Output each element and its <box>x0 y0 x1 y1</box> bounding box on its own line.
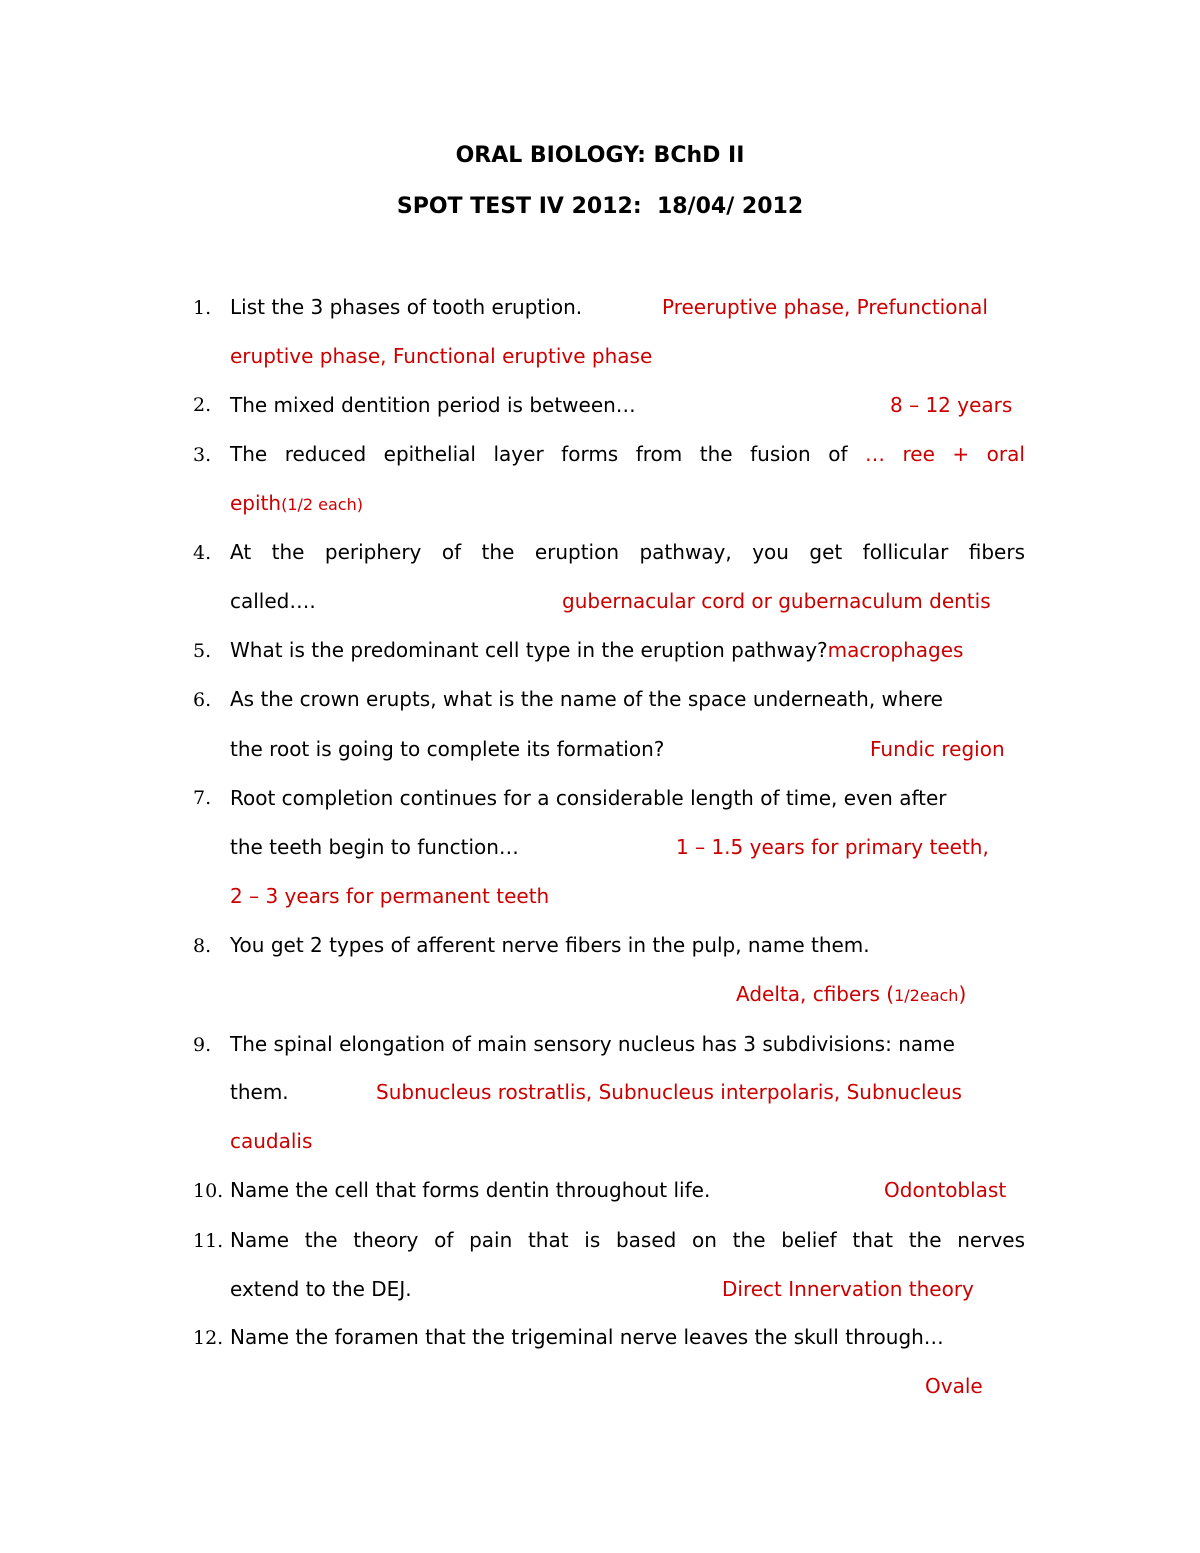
question-word: reduced <box>284 442 367 466</box>
question-word: the <box>271 540 305 564</box>
question-number: 2. <box>193 394 212 416</box>
answer-text: 8 – 12 years <box>890 393 1013 417</box>
question-word: follicular <box>862 540 949 564</box>
question-word: get <box>809 540 843 564</box>
question-word: eruption <box>534 540 620 564</box>
question-word: you <box>752 540 789 564</box>
question-text: them. <box>230 1080 289 1104</box>
question-word: belief <box>781 1228 837 1252</box>
question-word: that <box>852 1228 893 1252</box>
question-text: As the crown erupts, what is the name of the space underneath, where <box>230 687 943 711</box>
question-number: 12. <box>193 1327 224 1349</box>
question-number: 7. <box>193 787 212 809</box>
question-word: the <box>481 540 515 564</box>
question-word: pathway, <box>639 540 732 564</box>
question-text: Name the foramen that the trigeminal nerve leaves the skull through… <box>230 1325 944 1349</box>
question-number: 3. <box>193 444 212 466</box>
answer-word: ree <box>902 442 935 466</box>
answer-note: 1/2each <box>894 986 959 1005</box>
question-text: List the 3 phases of tooth eruption. <box>230 295 583 319</box>
question-word: based <box>615 1228 677 1252</box>
question-3-line-1 <box>230 439 1025 469</box>
answer-close: ) <box>958 982 967 1006</box>
answer-text: caudalis <box>230 1129 313 1153</box>
question-5-line-1 <box>230 635 1025 665</box>
question-text: What is the predominant cell type in the eruption pathway? <box>230 638 828 662</box>
question-word: the <box>699 442 733 466</box>
question-text: The spinal elongation of main sensory nucleus has 3 subdivisions: name <box>230 1032 955 1056</box>
question-word: The <box>230 442 268 466</box>
answer-text: Subnucleus rostratlis, Subnucleus interpolaris, Subnucleus <box>376 1080 962 1104</box>
question-number: 4. <box>193 542 212 564</box>
answer-text: eruptive phase, Functional eruptive phase <box>230 344 653 368</box>
question-word: Name <box>230 1228 290 1252</box>
question-11-line-1 <box>230 1225 1025 1255</box>
question-word: nerves <box>957 1228 1025 1252</box>
question-number: 8. <box>193 935 212 957</box>
question-number: 10. <box>193 1180 224 1202</box>
answer-word: oral <box>986 442 1025 466</box>
question-number: 9. <box>193 1034 212 1056</box>
answer-word: … <box>865 442 885 466</box>
question-word: pain <box>469 1228 513 1252</box>
question-word: forms <box>561 442 619 466</box>
answer-text: Fundic region <box>870 737 1005 761</box>
answer-text: Preeruptive phase, Prefunctional <box>662 295 988 319</box>
question-word: of <box>828 442 848 466</box>
answer-text: Direct Innervation theory <box>722 1277 974 1301</box>
question-number: 5. <box>193 640 212 662</box>
question-word: is <box>584 1228 601 1252</box>
question-text: the root is going to complete its formation? <box>230 737 665 761</box>
question-number: 11. <box>193 1230 224 1252</box>
answer-word: + <box>952 442 970 466</box>
answer-text: epith <box>230 491 282 515</box>
answer-text: Odontoblast <box>884 1178 1007 1202</box>
question-8-answer <box>736 979 966 1009</box>
question-word: of <box>434 1228 454 1252</box>
question-text: You get 2 types of afferent nerve fibers in the pulp, name them. <box>230 933 870 957</box>
question-word: epithelial <box>383 442 476 466</box>
answer-text: 2 – 3 years for permanent teeth <box>230 884 550 908</box>
question-word: periphery <box>324 540 422 564</box>
question-word: fibers <box>968 540 1025 564</box>
question-text: called…. <box>230 589 316 613</box>
question-text: Name the cell that forms dentin throughout life. <box>230 1178 711 1202</box>
page-title: ORAL BIOLOGY: BChD II <box>455 143 745 168</box>
question-word: that <box>527 1228 569 1252</box>
question-number: 1. <box>193 297 212 319</box>
question-word: on <box>692 1228 717 1252</box>
question-word: the <box>732 1228 766 1252</box>
question-3-line-2 <box>230 488 1025 518</box>
question-word: of <box>441 540 462 564</box>
question-word: the <box>908 1228 942 1252</box>
question-4-line-1 <box>230 537 1025 567</box>
question-word: layer <box>493 442 544 466</box>
answer-note: (1/2 each) <box>281 495 363 514</box>
question-text: extend to the DEJ. <box>230 1277 412 1301</box>
question-word: from <box>635 442 683 466</box>
answer-text: 1 – 1.5 years for primary teeth, <box>676 835 989 859</box>
answer-text: gubernacular cord or gubernaculum dentis <box>562 589 991 613</box>
question-number: 6. <box>193 689 212 711</box>
question-text: The mixed dentition period is between… <box>230 393 636 417</box>
question-text: Root completion continues for a considerable length of time, even after <box>230 786 947 810</box>
question-word: At <box>230 540 252 564</box>
page-subtitle: SPOT TEST IV 2012: 18/04/ 2012 <box>396 194 804 219</box>
question-word: the <box>304 1228 338 1252</box>
question-text: the teeth begin to function… <box>230 835 519 859</box>
question-word: fusion <box>750 442 811 466</box>
answer-text: Ovale <box>925 1374 983 1398</box>
question-word: theory <box>353 1228 419 1252</box>
answer-text: macrophages <box>827 638 964 662</box>
answer-text: Adelta, cfibers ( <box>736 982 895 1006</box>
